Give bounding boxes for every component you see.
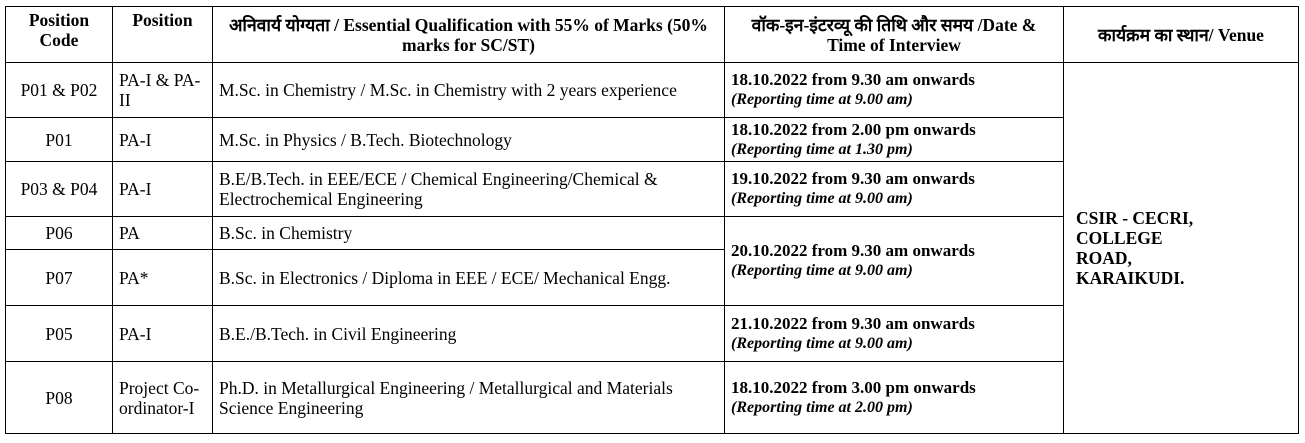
interview-datetime: 21.10.2022 from 9.30 am onwards <box>731 313 975 333</box>
venue-line: COLLEGE <box>1076 228 1163 248</box>
position-cell: PA <box>113 217 213 250</box>
reporting-time: (Reporting time at 9.00 am) <box>731 190 913 207</box>
reporting-time: (Reporting time at 2.00 pm) <box>731 398 913 416</box>
position-cell: PA-I <box>113 118 213 162</box>
qualification-cell: B.Sc. in Chemistry <box>213 217 725 250</box>
header-date-time: वॉक-इन-इंटरव्यू की तिथि और समय /Date & Time of Interview <box>725 7 1064 63</box>
qualification-cell: M.Sc. in Chemistry / M.Sc. in Chemistry with 2 years experience <box>213 63 725 118</box>
table-row <box>6 63 1299 118</box>
date-time-cell <box>725 362 1064 434</box>
date-time-cell <box>725 118 1064 162</box>
venue-cell <box>1064 63 1299 434</box>
position-cell: PA* <box>113 250 213 306</box>
reporting-time: (Reporting time at 9.00 am) <box>731 91 913 108</box>
header-position: Position <box>113 7 213 63</box>
position-code-cell: P01 <box>6 118 113 162</box>
interview-schedule-table <box>5 6 1299 434</box>
interview-datetime: 20.10.2022 from 9.30 am onwards <box>731 241 975 260</box>
position-code-cell: P06 <box>6 217 113 250</box>
date-time-cell <box>725 162 1064 217</box>
reporting-time: (Reporting time at 9.00 am) <box>731 262 913 279</box>
date-time-cell <box>725 217 1064 306</box>
qualification-cell: Ph.D. in Metallurgical Engineering / Metallurgical and Materials Science Engineering <box>213 362 725 434</box>
qualification-cell: M.Sc. in Physics / B.Tech. Biotechnology <box>213 118 725 162</box>
venue-line: ROAD, <box>1076 248 1132 268</box>
header-qualification: अनिवार्य योग्यता / Essential Qualification with 55% of Marks (50% marks for SC/ST) <box>213 7 725 63</box>
interview-datetime: 18.10.2022 from 2.00 pm onwards <box>731 119 976 139</box>
header-venue: कार्यक्रम का स्थान/ Venue <box>1064 7 1299 63</box>
qualification-cell: B.Sc. in Electronics / Diploma in EEE / ECE/ Mechanical Engg. <box>213 250 725 306</box>
position-code-cell: P05 <box>6 306 113 362</box>
qualification-cell: B.E/B.Tech. in EEE/ECE / Chemical Engineering/Chemical & Electrochemical Engineering <box>213 162 725 217</box>
position-code-cell: P03 & P04 <box>6 162 113 217</box>
position-cell: PA-I <box>113 162 213 217</box>
position-cell: PA-I <box>113 306 213 362</box>
header-position-code: Position Code <box>6 7 113 63</box>
position-cell: Project Co-ordinator-I <box>113 362 213 434</box>
position-code-cell: P07 <box>6 250 113 306</box>
header-row <box>6 7 1299 63</box>
date-time-cell <box>725 306 1064 362</box>
position-cell: PA-I & PA-II <box>113 63 213 118</box>
position-code-cell: P08 <box>6 362 113 434</box>
interview-datetime: 18.10.2022 from 9.30 am onwards <box>731 70 975 89</box>
venue-line: KARAIKUDI. <box>1076 268 1185 288</box>
qualification-cell: B.E./B.Tech. in Civil Engineering <box>213 306 725 362</box>
date-time-cell <box>725 63 1064 118</box>
interview-datetime: 18.10.2022 from 3.00 pm onwards <box>731 377 976 397</box>
interview-datetime: 19.10.2022 from 9.30 am onwards <box>731 169 975 188</box>
reporting-time: (Reporting time at 1.30 pm) <box>731 140 913 158</box>
position-code-cell: P01 & P02 <box>6 63 113 118</box>
reporting-time: (Reporting time at 9.00 am) <box>731 334 913 352</box>
venue-line: CSIR - CECRI, <box>1076 208 1194 228</box>
